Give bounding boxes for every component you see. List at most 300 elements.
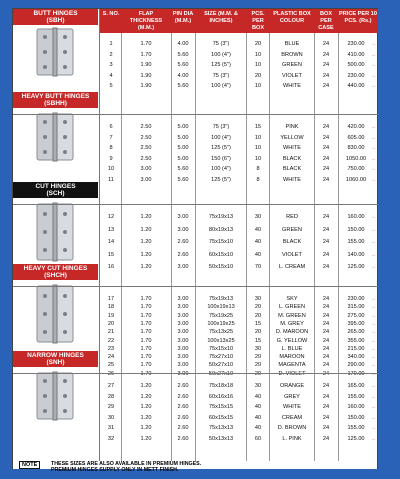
arrow-icon: ← <box>371 345 377 352</box>
cell-sno: 14 <box>107 239 115 245</box>
cell-flap: 1.20 <box>140 435 152 442</box>
arrow-icon: ← <box>371 320 377 327</box>
cell-flap: 1.90 <box>140 72 152 79</box>
table-row <box>100 212 378 222</box>
cell-sno: 13 <box>107 226 115 233</box>
cell-pcs: 15 <box>254 320 262 327</box>
cell-pin: 3.00 <box>177 226 189 233</box>
cell-flap: 1.70 <box>140 51 152 58</box>
cell-sno: 30 <box>107 414 115 421</box>
cell-size: 100x19x25 <box>207 320 235 327</box>
cell-box: 24 <box>322 435 330 442</box>
table-header <box>100 9 378 33</box>
hinge-image <box>35 202 75 267</box>
cell-pin: 4.00 <box>177 41 189 47</box>
cell-colour: VIOLET <box>282 251 302 258</box>
cell-sno: 1 <box>109 41 113 47</box>
cell-pcs: 15 <box>254 124 262 130</box>
section-code: (SBHH) <box>44 100 67 107</box>
cell-colour: L. CREAM <box>278 264 306 270</box>
column-divider <box>269 33 270 462</box>
arrow-icon: ← <box>371 393 377 400</box>
cell-flap: 1.20 <box>140 414 152 421</box>
cell-price: 155.00 <box>347 239 365 245</box>
table-row <box>100 434 378 444</box>
cell-flap: 1.70 <box>140 354 152 361</box>
arrow-icon: ← <box>371 329 377 336</box>
cell-pcs: 30 <box>254 214 262 220</box>
cell-colour: PINK <box>285 124 299 130</box>
cell-size: 80x19x13 <box>208 226 234 233</box>
cell-sno: 32 <box>107 435 115 442</box>
cell-flap: 1.20 <box>140 226 152 233</box>
note-line-1: THESE SIZES ARE ALSO AVAILABLE IN PREMIUM HINGES. <box>51 461 202 467</box>
table-row <box>100 402 378 412</box>
cell-flap: 1.70 <box>140 345 152 352</box>
cell-pcs: 40 <box>254 251 262 258</box>
table-row <box>100 392 378 402</box>
cell-price: 830.00 <box>347 145 365 151</box>
cell-price: 265.00 <box>347 329 365 336</box>
table-row <box>100 122 378 132</box>
cell-pcs: 8 <box>256 176 260 183</box>
section-divider <box>13 114 378 115</box>
cell-size: 100 (4") <box>211 134 231 141</box>
header-box: BOX PER CASE <box>318 11 334 31</box>
cell-sno: 17 <box>107 296 115 302</box>
cell-pcs: 40 <box>254 226 262 233</box>
cell-pcs: 20 <box>254 41 262 47</box>
cell-pcs: 70 <box>254 264 262 270</box>
cell-size: 75x13x25 <box>208 329 234 336</box>
cell-price: 165.00 <box>347 383 365 389</box>
cell-price: 420.00 <box>347 124 365 130</box>
cell-flap: 1.70 <box>140 329 152 336</box>
cell-flap: 2.50 <box>140 124 152 130</box>
cell-size: 125 (5") <box>211 62 231 68</box>
cell-price: 155.00 <box>347 425 365 431</box>
hinge-image <box>35 112 75 167</box>
cell-sno: 6 <box>109 124 113 130</box>
cell-price: 1050.00 <box>345 155 367 162</box>
cell-size: 75x18x18 <box>208 383 234 389</box>
cell-sno: 7 <box>109 134 113 141</box>
cell-colour: GREY <box>284 393 300 400</box>
arrow-icon: ← <box>371 83 377 89</box>
cell-pcs: 10 <box>254 155 262 162</box>
cell-colour: BLACK <box>282 155 302 162</box>
cell-sno: 29 <box>107 404 115 410</box>
cell-pin: 3.00 <box>177 362 189 369</box>
cell-box: 24 <box>322 226 330 233</box>
cell-box: 24 <box>322 145 330 151</box>
cell-sno: 20 <box>107 320 115 327</box>
cell-box: 24 <box>322 41 330 47</box>
note-label: NOTE <box>19 461 40 469</box>
cell-price: 150.00 <box>347 226 365 233</box>
cell-sno: 19 <box>107 312 115 319</box>
cell-box: 24 <box>322 62 330 68</box>
cell-pin: 3.00 <box>177 345 189 352</box>
section-title-text: HEAVY CUT HINGES <box>23 265 88 272</box>
price-table <box>100 9 378 462</box>
section-title <box>13 351 98 367</box>
cell-pin: 3.00 <box>177 214 189 220</box>
cell-sno: 11 <box>108 176 114 183</box>
cell-colour: M. GREY <box>280 320 304 327</box>
table-row <box>100 250 378 260</box>
cell-pin: 2.60 <box>177 435 189 442</box>
cell-price: 125.00 <box>347 264 365 270</box>
arrow-icon: ← <box>371 62 377 68</box>
header-pin: PIN DIA (M.M.) <box>172 11 194 24</box>
cell-box: 24 <box>322 296 330 302</box>
note-line-2: PREMIUM HINGES SUPPLY ONLY IN METT FINISH. <box>51 467 179 473</box>
cell-pin: 3.00 <box>177 329 189 336</box>
cell-size: 75x27x10 <box>208 354 234 361</box>
cell-pin: 5.60 <box>177 166 189 172</box>
cell-pin: 3.00 <box>177 312 189 319</box>
cell-flap: 1.90 <box>140 83 152 89</box>
cell-size: 50x15x10 <box>208 264 234 270</box>
cell-box: 24 <box>322 329 330 336</box>
table-row <box>100 154 378 164</box>
cell-flap: 3.00 <box>140 166 152 172</box>
cell-size: 75 (3") <box>212 124 230 130</box>
column-divider <box>338 33 339 462</box>
section-divider <box>13 286 378 287</box>
cell-box: 24 <box>322 166 330 172</box>
cell-colour: BROWN <box>281 51 303 58</box>
cell-sno: 28 <box>107 393 115 400</box>
cell-colour: RED <box>286 214 298 220</box>
cell-price: 230.00 <box>347 41 365 47</box>
arrow-icon: ← <box>371 239 377 245</box>
cell-colour: CREAM <box>281 414 303 421</box>
cell-pcs: 40 <box>254 425 262 431</box>
cell-pcs: 20 <box>254 354 262 361</box>
product-column <box>13 9 100 462</box>
cell-size: 75x15x15 <box>208 404 234 410</box>
cell-size: 75 (3") <box>212 41 230 47</box>
table-row <box>100 225 378 235</box>
table-row <box>100 39 378 49</box>
cell-box: 24 <box>322 414 330 421</box>
cell-box: 24 <box>322 134 330 141</box>
cell-price: 500.00 <box>347 62 365 68</box>
cell-box: 24 <box>322 51 330 58</box>
cell-box: 24 <box>322 264 330 270</box>
arrow-icon: ← <box>371 435 377 442</box>
cell-pin: 3.00 <box>177 264 189 270</box>
cell-sno: 16 <box>107 264 115 270</box>
cell-pcs: 10 <box>254 51 262 58</box>
cell-price: 395.00 <box>347 320 365 327</box>
section-title <box>13 182 98 198</box>
cell-pin: 5.60 <box>177 176 189 183</box>
cell-size: 100 (4") <box>211 83 231 89</box>
section-code: (SHCH) <box>44 272 67 279</box>
cell-sno: 4 <box>109 72 113 79</box>
cell-pcs: 10 <box>254 134 262 141</box>
header-size: SIZE (M.M. & INCHES) <box>204 11 238 24</box>
cell-size: 50x27x10 <box>208 362 234 369</box>
arrow-icon: ← <box>371 264 377 270</box>
table-row <box>100 175 378 185</box>
cell-colour: WHITE <box>282 83 302 89</box>
cell-pcs: 40 <box>254 393 262 400</box>
cell-flap: 1.20 <box>140 383 152 389</box>
cell-sno: 27 <box>107 383 115 389</box>
table-row <box>100 71 378 81</box>
cell-box: 24 <box>322 155 330 162</box>
cell-box: 24 <box>322 239 330 245</box>
cell-size: 150 (6") <box>211 155 231 162</box>
section-code: (SNH) <box>46 359 65 366</box>
header-price: PRICE PER 10 PCS. (Rs.) <box>339 11 377 24</box>
cell-pcs: 15 <box>254 337 262 344</box>
cell-price: 340.00 <box>347 354 365 361</box>
cell-pin: 2.60 <box>177 393 189 400</box>
table-row <box>100 413 378 423</box>
arrow-icon: ← <box>371 296 377 302</box>
cell-colour: MAGENTA <box>278 362 306 369</box>
header-flap: FLAP THICKNESS (M.M.) <box>129 11 163 31</box>
cell-pin: 2.60 <box>177 251 189 258</box>
cell-box: 24 <box>322 304 330 311</box>
cell-price: 230.00 <box>347 72 365 79</box>
table-row <box>100 50 378 60</box>
cell-box: 24 <box>322 345 330 352</box>
cell-flap: 1.90 <box>140 62 152 68</box>
cell-pin: 5.60 <box>177 62 189 68</box>
cell-price: 155.00 <box>347 393 365 400</box>
cell-flap: 1.20 <box>140 264 152 270</box>
cell-box: 24 <box>322 425 330 431</box>
cell-pcs: 10 <box>254 62 262 68</box>
section-title-text: BUTT HINGES <box>33 10 78 17</box>
cell-size: 75 (3") <box>212 72 230 79</box>
cell-colour: BLACK <box>282 166 302 172</box>
table-row <box>100 237 378 247</box>
section-title <box>13 264 98 280</box>
cell-pcs: 8 <box>256 166 260 172</box>
cell-sno: 8 <box>109 145 113 151</box>
arrow-icon: ← <box>371 214 377 220</box>
cell-price: 410.00 <box>347 51 365 58</box>
cell-box: 24 <box>322 393 330 400</box>
cell-box: 24 <box>322 320 330 327</box>
arrow-icon: ← <box>371 312 377 319</box>
section-title <box>13 9 98 25</box>
cell-pin: 5.00 <box>177 134 189 141</box>
cell-colour: GREEN <box>282 62 302 68</box>
cell-flap: 1.70 <box>140 362 152 369</box>
footer-note <box>13 461 377 473</box>
arrow-icon: ← <box>371 155 377 162</box>
cell-pcs: 20 <box>254 72 262 79</box>
cell-size: 100 (4") <box>211 51 231 58</box>
cell-sno: 21 <box>107 329 115 336</box>
hinge-image <box>35 27 75 82</box>
cell-flap: 1.20 <box>140 425 152 431</box>
cell-box: 24 <box>322 251 330 258</box>
cell-pin: 5.00 <box>177 155 189 162</box>
cell-flap: 3.00 <box>140 176 152 183</box>
cell-price: 215.00 <box>347 345 365 352</box>
cell-flap: 2.50 <box>140 145 152 151</box>
cell-price: 160.00 <box>347 404 365 410</box>
section-divider <box>13 373 378 374</box>
cell-size: 75x19x13 <box>208 296 234 302</box>
cell-sno: 15 <box>107 251 115 258</box>
cell-flap: 1.20 <box>140 214 152 220</box>
cell-colour: D. MAROON <box>275 329 309 336</box>
arrow-icon: ← <box>371 145 377 151</box>
cell-size: 75x15x10 <box>208 239 234 245</box>
header-plastic: PLASTIC BOX COLOUR <box>273 11 311 24</box>
cell-pcs: 30 <box>254 345 262 352</box>
hinge-image <box>35 371 75 426</box>
cell-price: 125.00 <box>347 435 365 442</box>
cell-flap: 1.20 <box>140 393 152 400</box>
arrow-icon: ← <box>371 226 377 233</box>
cell-price: 355.00 <box>347 337 365 344</box>
arrow-icon: ← <box>371 304 377 311</box>
cell-colour: L. BLUE <box>281 345 303 352</box>
cell-size: 100x13x25 <box>207 337 235 344</box>
column-divider <box>171 33 172 462</box>
cell-pin: 3.00 <box>177 320 189 327</box>
cell-sno: 2 <box>109 51 113 58</box>
cell-price: 230.00 <box>347 296 365 302</box>
cell-box: 24 <box>322 83 330 89</box>
cell-colour: BLUE <box>284 41 300 47</box>
arrow-icon: ← <box>371 176 377 183</box>
table-row <box>100 143 378 153</box>
cell-pin: 5.00 <box>177 145 189 151</box>
cell-flap: 1.20 <box>140 239 152 245</box>
section-divider <box>13 204 378 205</box>
column-divider <box>195 33 196 462</box>
cell-pin: 2.60 <box>177 383 189 389</box>
cell-size: 60x15x15 <box>208 414 234 421</box>
column-divider <box>314 33 315 462</box>
cell-pcs: 30 <box>254 383 262 389</box>
cell-flap: 1.70 <box>140 296 152 302</box>
cell-pcs: 30 <box>254 296 262 302</box>
cell-price: 750.00 <box>347 166 365 172</box>
cell-flap: 2.50 <box>140 134 152 141</box>
cell-pcs: 40 <box>254 239 262 245</box>
cell-pcs: 10 <box>254 145 262 151</box>
cell-sno: 23 <box>107 345 115 352</box>
cell-pin: 2.60 <box>177 414 189 421</box>
cell-colour: G. YELLOW <box>276 337 308 344</box>
cell-pcs: 40 <box>254 414 262 421</box>
cell-colour: M. GREEN <box>278 312 306 319</box>
cell-colour: D. BROWN <box>277 425 307 431</box>
cell-colour: L. PINK <box>282 435 302 442</box>
cell-pcs: 20 <box>254 312 262 319</box>
cell-colour: L. GREEN <box>278 304 306 311</box>
cell-size: 100 (4") <box>211 166 231 172</box>
cell-pcs: 40 <box>254 404 262 410</box>
cell-colour: VIOLET <box>282 72 302 79</box>
cell-price: 150.00 <box>347 414 365 421</box>
arrow-icon: ← <box>371 251 377 258</box>
cell-pin: 4.00 <box>177 72 189 79</box>
cell-pin: 3.00 <box>177 354 189 361</box>
arrow-icon: ← <box>371 72 377 79</box>
cell-box: 24 <box>322 176 330 183</box>
section-code: (SBH) <box>46 17 65 24</box>
cell-pcs: 20 <box>254 329 262 336</box>
table-row <box>100 133 378 143</box>
cell-colour: BLACK <box>282 239 302 245</box>
cell-pin: 5.00 <box>177 124 189 130</box>
cell-pin: 5.60 <box>177 51 189 58</box>
cell-sno: 24 <box>107 354 115 361</box>
cell-size: 60x16x16 <box>208 393 234 400</box>
cell-colour: ORANGE <box>279 383 305 389</box>
cell-pin: 5.60 <box>177 83 189 89</box>
cell-size: 100x19x13 <box>207 304 235 311</box>
cell-box: 24 <box>322 337 330 344</box>
table-row <box>100 164 378 174</box>
section-title-text: HEAVY BUTT HINGES <box>21 93 90 100</box>
arrow-icon: ← <box>371 362 377 369</box>
cell-sno: 12 <box>107 214 115 220</box>
cell-sno: 3 <box>109 62 113 68</box>
cell-colour: WHITE <box>282 176 302 183</box>
cell-box: 24 <box>322 124 330 130</box>
cell-sno: 5 <box>109 83 113 89</box>
cell-size: 125 (5") <box>211 176 231 183</box>
cell-flap: 1.20 <box>140 404 152 410</box>
column-divider <box>246 33 247 462</box>
section-title <box>13 92 98 108</box>
arrow-icon: ← <box>371 425 377 431</box>
cell-pcs: 20 <box>254 304 262 311</box>
cell-sno: 9 <box>109 155 113 162</box>
price-list-sheet <box>12 8 378 473</box>
cell-price: 160.00 <box>347 214 365 220</box>
cell-price: 315.00 <box>347 304 365 311</box>
header-pcs: PCS. PER BOX <box>251 11 265 31</box>
arrow-icon: ← <box>371 166 377 172</box>
cell-pin: 3.00 <box>177 296 189 302</box>
cell-flap: 2.50 <box>140 155 152 162</box>
cell-pin: 2.60 <box>177 404 189 410</box>
cell-colour: MAROON <box>279 354 305 361</box>
cell-price: 290.00 <box>347 362 365 369</box>
cell-price: 440.00 <box>347 83 365 89</box>
cell-sno: 25 <box>107 362 115 369</box>
hinge-image <box>35 284 75 349</box>
arrow-icon: ← <box>371 134 377 141</box>
cell-price: 605.00 <box>347 134 365 141</box>
cell-size: 50x13x13 <box>208 435 234 442</box>
cell-flap: 1.70 <box>140 320 152 327</box>
table-row <box>100 381 378 391</box>
table-row <box>100 262 378 272</box>
cell-colour: WHITE <box>282 404 302 410</box>
cell-colour: WHITE <box>282 145 302 151</box>
cell-price: 140.00 <box>347 251 365 258</box>
cell-colour: GREEN <box>282 226 302 233</box>
cell-pin: 3.00 <box>177 337 189 344</box>
